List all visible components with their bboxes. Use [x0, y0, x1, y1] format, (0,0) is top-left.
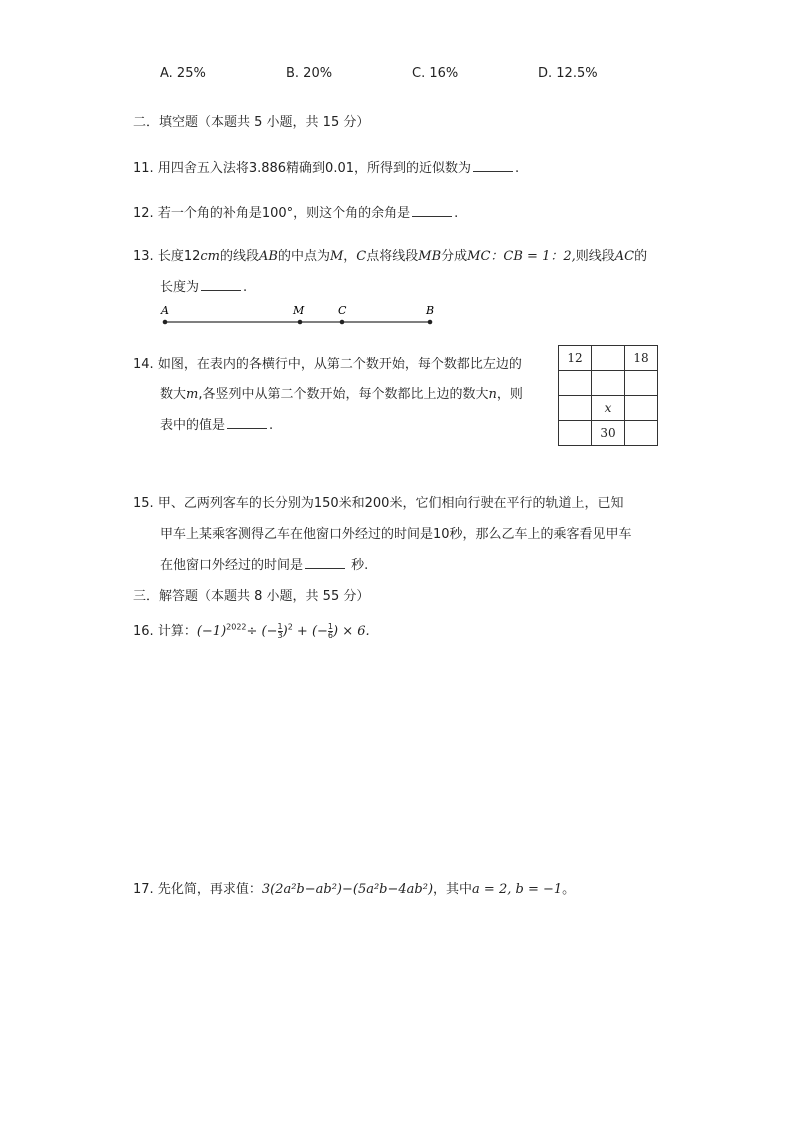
math-m: M [329, 249, 344, 264]
text: 甲、乙两列客车的长分别为150米和200米，它们相向行驶在平行的轨道上，已知 [157, 496, 624, 511]
answer-blank [227, 416, 267, 429]
math-mb: MB [418, 249, 442, 264]
question-13-line1 [133, 245, 647, 264]
option-d: D. 12.5% [538, 66, 598, 81]
text: 数大 [160, 387, 187, 402]
text: 表中的值是 [160, 418, 226, 433]
math: ) [282, 624, 288, 639]
text: ，则 [496, 387, 523, 402]
question-11 [133, 157, 519, 176]
grid-cell [559, 396, 592, 421]
question-12 [133, 202, 458, 221]
text: 长度为 [160, 280, 200, 295]
text: 计算： [157, 624, 197, 639]
text: 的线段 [219, 249, 259, 264]
text: 则线段 [575, 249, 615, 264]
math-cm: cm [200, 249, 220, 264]
denominator: 3 [277, 631, 283, 640]
grid-cell [625, 421, 658, 446]
answer-blank [473, 159, 513, 172]
table-row [559, 346, 658, 371]
text: . [269, 418, 274, 433]
text: ,各竖列中从第二个数开始，每个数都比上边的数大 [198, 387, 489, 402]
math-ab: AB [259, 249, 278, 264]
table-row [559, 371, 658, 396]
question-15-line3 [160, 554, 368, 573]
question-number: 14. [133, 357, 154, 372]
denominator: 6 [327, 631, 333, 640]
section-3-title: 三．解答题（本题共 8 小题，共 55 分） [133, 589, 370, 604]
question-text: 若一个角的补角是100°，则这个角的余角是 [157, 206, 411, 221]
question-number: 16. [133, 624, 154, 639]
math-m: m [186, 387, 199, 402]
question-15-line1 [133, 492, 623, 511]
question-number: 17. [133, 882, 154, 897]
question-14-line2 [160, 383, 556, 402]
question-15-line2: 甲车上某乘客测得乙车在他窗口外经过的时间是10秒，那么乙车上的乘客看见甲车 [160, 527, 632, 542]
grid-cell-x: x [592, 396, 625, 421]
question-text-end: . [515, 161, 520, 176]
text: 的 [634, 249, 648, 264]
question-17 [133, 878, 575, 897]
point-c [340, 320, 345, 325]
answer-blank [305, 556, 345, 569]
question-13-line2 [160, 276, 247, 295]
text: 分成 [441, 249, 468, 264]
math-condition: a = 2, b = −1 [472, 882, 563, 897]
text: 先化简，再求值： [157, 882, 262, 897]
grid-cell [559, 371, 592, 396]
grid-cell [559, 421, 592, 446]
segment-figure [150, 300, 450, 330]
text: 。 [562, 882, 576, 897]
point-b [428, 320, 433, 325]
point-m [298, 320, 303, 325]
answer-blank [412, 204, 452, 217]
math-n: n [488, 387, 497, 402]
grid-cell: 18 [625, 346, 658, 371]
text: ， [343, 249, 357, 264]
option-c: C. 16% [412, 66, 459, 81]
table-row [559, 396, 658, 421]
grid-cell [592, 346, 625, 371]
text: 的中点为 [277, 249, 330, 264]
table-row [559, 421, 658, 446]
text: 点将线段 [366, 249, 419, 264]
math: ) × 6. [333, 624, 370, 639]
math-expression: 3(2a²b−ab²)−(5a²b−4ab²) [261, 882, 434, 897]
grid-cell: 12 [559, 346, 592, 371]
math-ratio: MC：CB = 1：2, [467, 249, 576, 264]
text: ，其中 [433, 882, 473, 897]
grid-cell [625, 396, 658, 421]
text: 秒. [347, 558, 369, 573]
question-number: 15. [133, 496, 154, 511]
grid-cell [592, 371, 625, 396]
question-14-line3 [160, 414, 273, 433]
question-number: 13. [133, 249, 154, 264]
label-a: A [161, 304, 169, 317]
question-14-line1 [133, 353, 522, 372]
math-c: C [356, 249, 367, 264]
question-text: 用四舍五入法将3.886精确到0.01，所得到的近似数为 [157, 161, 471, 176]
question-text-end: . [454, 206, 459, 221]
question-16 [133, 620, 370, 640]
label-c: C [338, 304, 347, 317]
label-m: M [293, 304, 305, 317]
math: (−1) [196, 624, 227, 639]
numerator: 1 [277, 622, 283, 631]
grid-cell [625, 371, 658, 396]
numerator: 1 [327, 622, 333, 631]
answer-blank [201, 278, 241, 291]
exponent: 2 [287, 622, 293, 632]
label-b: B [426, 304, 435, 317]
option-a: A. 25% [160, 66, 206, 81]
question-number: 12. [133, 206, 154, 221]
option-b: B. 20% [286, 66, 333, 81]
exponent: 2022 [226, 622, 247, 632]
math-ac: AC [614, 249, 635, 264]
text: 如图，在表内的各横行中，从第二个数开始，每个数都比左边的 [157, 357, 522, 372]
question-number: 11. [133, 161, 154, 176]
text: 长度12 [157, 249, 201, 264]
point-a [163, 320, 168, 325]
math: + (− [292, 624, 328, 639]
number-grid [558, 345, 658, 446]
text: 在他窗口外经过的时间是 [160, 558, 304, 573]
section-2-title: 二．填空题（本题共 5 小题，共 15 分） [133, 115, 370, 130]
grid-cell: 30 [592, 421, 625, 446]
text: . [243, 280, 248, 295]
math: ÷ (− [246, 624, 278, 639]
